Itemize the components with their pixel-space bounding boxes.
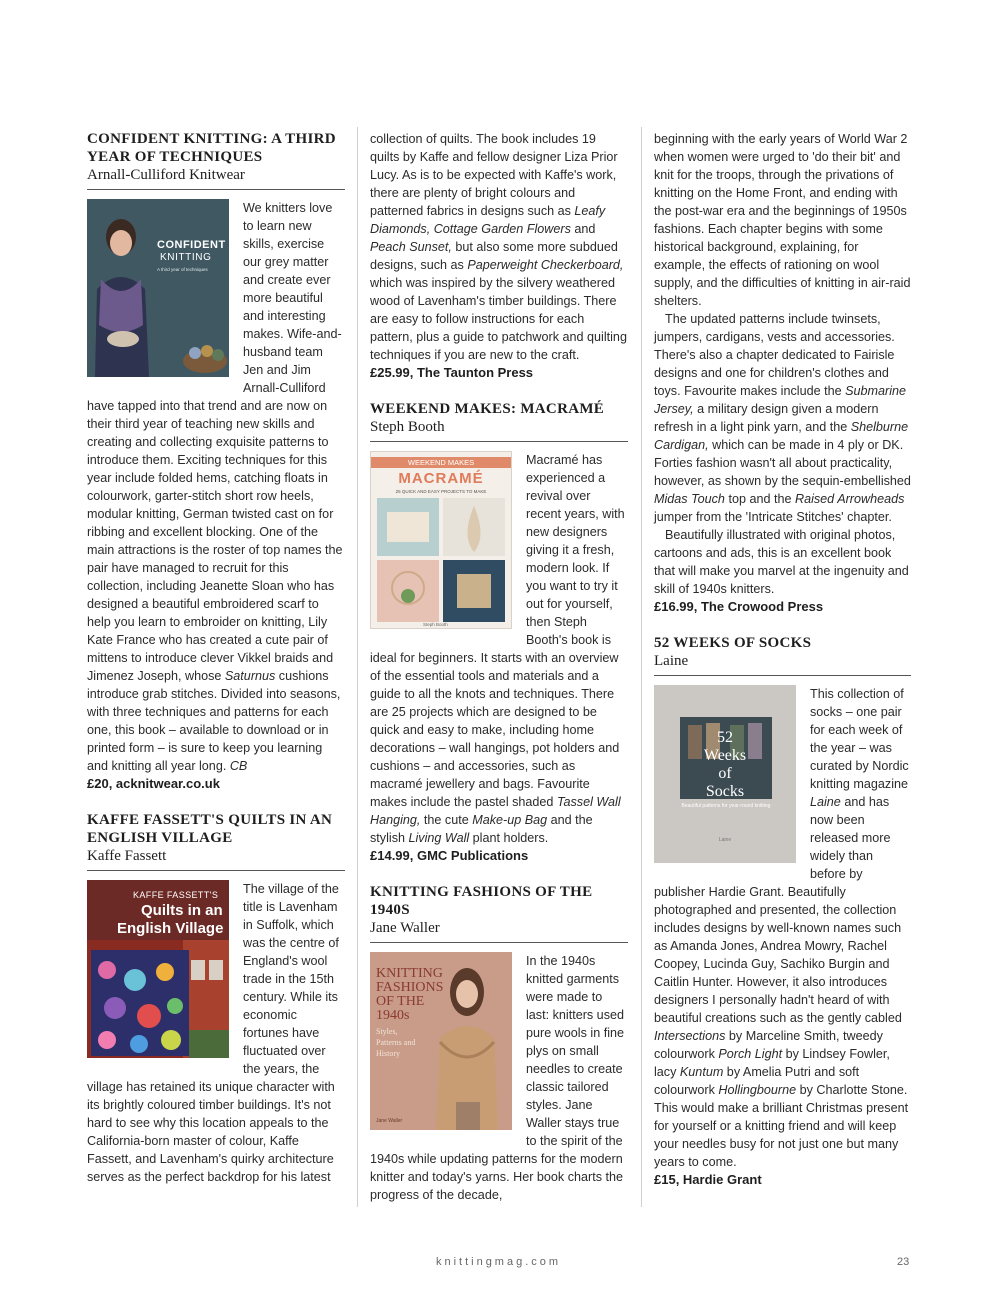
- cover-title-2: FASHIONS: [376, 980, 444, 995]
- book-cover-confident-knitting: [87, 199, 229, 377]
- pattern-name: Tassel Wall Hanging,: [370, 795, 621, 827]
- review-body: [370, 130, 628, 364]
- cover-title-1: CONFIDENT: [157, 239, 226, 251]
- cover-subtitle: Beautiful patterns for year-round knitting: [681, 803, 771, 809]
- review-author: Steph Booth: [370, 418, 628, 442]
- pattern-name: Make-up Bag: [472, 813, 548, 827]
- body-text: top and the: [724, 492, 795, 506]
- body-text: jumper from the 'Intricate Stitches' chapter.: [654, 510, 892, 524]
- cover-title-2: KNITTING: [160, 252, 212, 263]
- pattern-name: Submarine Jersey,: [654, 384, 907, 416]
- cover-word-3: of: [718, 765, 732, 782]
- cover-title: MACRAMÉ: [398, 470, 484, 487]
- cover-brand: Laine: [718, 837, 732, 843]
- review-heading: 52 WEEKS OF SOCKS: [654, 635, 812, 651]
- book-cover-quilts-english-village: [87, 880, 229, 1058]
- body-text: by Charlotte Stone. This would make a brilliant Christmas present for yourself or a knitting friend and will keep your needles busy for not just one but many years to come.: [654, 1083, 909, 1169]
- body-text: which can be made in 4 ply or DK. Forties fashion wasn't all about practicality, however, as shown by the sequin-embellished: [654, 438, 911, 488]
- review-knitting-fashions-1940s: [370, 883, 628, 1204]
- body-text: by Amelia Putri and soft colourwork: [654, 1065, 860, 1097]
- body-text: and the stylish: [370, 813, 593, 845]
- review-knitting-fashions-continued: [654, 130, 911, 616]
- review-52-weeks-of-socks: [654, 634, 911, 1189]
- pattern-name: Living Wall: [408, 831, 470, 845]
- cover-author: Jane Waller: [376, 1118, 403, 1124]
- body-text: plant holders.: [469, 831, 549, 845]
- review-heading: CONFIDENT KNITTING: A THIRD YEAR OF TECHNIQUES: [87, 131, 336, 165]
- cover-photo-grid: [371, 496, 511, 626]
- book-cover-52-weeks-of-socks: [654, 685, 796, 863]
- cover-line-3: English Village: [117, 920, 224, 937]
- review-body: The village of the title is Lavenham in Suffolk, which was the centre of England's wool trade in the 15th century. While its economic fortunes have fluctuated over the years, the village has retained its unique character with its brightly coloured timber buildings. It's not hard to see why this location appeals to the California-born master of colour, Kaffe Fassett, and Lavenham's quirky architecture serves as the perfect backdrop for his latest: [87, 882, 339, 1184]
- cover-title-3: OF THE: [376, 994, 425, 1009]
- cover-author: Steph Booth: [423, 622, 448, 627]
- cover-line-1: KAFFE FASSETT'S: [133, 890, 219, 900]
- body-text: This collection of socks – one pair for each week of the year – was curated by Nordic knitting magazine: [810, 687, 909, 791]
- column-3: [654, 130, 911, 1207]
- magazine-name: Laine: [810, 795, 841, 809]
- review-author: Laine: [654, 652, 911, 676]
- review-paragraph-1: beginning with the early years of World War 2 when women were urged to 'do their bit' and knit for the troops, through the privations of knitting on the Home Front, and ending with the post-war era and the beginnings of 1950s fashions. Each chapter begins with some historical background, explaining, for example, the effects of rationing on wool supply, and the difficulties of knitting in air-raid shelters.: [654, 132, 911, 308]
- cover-line-2: Quilts in an: [141, 902, 223, 919]
- review-price: £15, Hardie Grant: [654, 1172, 762, 1187]
- cover-subtitle: Styles, Patterns and History: [376, 1027, 416, 1058]
- pattern-name: Peach Sunset,: [370, 240, 452, 254]
- pattern-name: Saturnus: [224, 669, 276, 683]
- review-price: £14.99, GMC Publications: [370, 848, 529, 863]
- cover-subtitle: 25 QUICK AND EASY PROJECTS TO MAKE: [395, 489, 487, 494]
- body-text: which was inspired by the silvery weathered wood of Lavenham's timber buildings. There are easy to follow instructions for each pattern, plus a guide to patchwork and quilting techniques if you are new to the craft.: [370, 276, 627, 362]
- pattern-name: Intersections: [654, 1029, 726, 1043]
- review-author: Arnall-Culliford Knitwear: [87, 166, 345, 190]
- cover-photo-knitter: [87, 199, 229, 377]
- review-body: In the 1940s knitted garments were made to last: knitters used pure wools in fine plys on small needles to create classic tailored styles. Jane Waller stays true to the spirit of the 1940s while updating patterns for the modern knitter and today's yarns. Her book charts the progress of the decade,: [370, 954, 625, 1202]
- pattern-name: Raised Arrowheads: [794, 492, 905, 506]
- review-author: Kaffe Fassett: [87, 847, 345, 871]
- review-author: Jane Waller: [370, 919, 628, 943]
- reviewer-initials: CB: [229, 759, 248, 773]
- review-paragraph-3: Beautifully illustrated with original photos, cartoons and ads, this is an excellent book that will make you marvel at the ingenuity and skill of 1940s knitters.: [654, 528, 909, 596]
- pattern-name: Leafy Diamonds, Cottage Garden Flowers: [370, 204, 606, 236]
- cover-series: WEEKEND MAKES: [371, 457, 511, 468]
- review-macrame: [370, 400, 628, 865]
- cover-title-1: KNITTING: [376, 966, 443, 981]
- body-text: Macramé has experienced a revival over recent years, with new designers giving it a fresh, modern look. If you want to try it out for yourself, then Steph Booth's book is ideal for beginners. It starts with an overview of the essential tools and materials and a guide to all the knots and techniques. There are 25 projects which are designed to be quick and easy to make, including home decorations – wall hangings, pot holders and cushions – and accessories, such as macramé jewellery and bags. Favourite makes include the pastel shaded: [370, 453, 625, 809]
- review-paragraph-2: [654, 310, 911, 526]
- pattern-name: Paperweight Checkerboard,: [467, 258, 624, 272]
- body-text: collection of quilts. The book includes 19 quilts by Kaffe and fellow designer Liza Prior Lucy. As is to be expected with Kaffe's work, there are plenty of bright colours and patterned fabrics in designs such as: [370, 132, 618, 218]
- column-2: [370, 130, 628, 1222]
- cover-subtitle: A third year of techniques: [157, 267, 208, 272]
- book-cover-macrame: [370, 451, 512, 629]
- review-confident-knitting: [87, 130, 345, 793]
- pattern-name: Midas Touch: [654, 492, 725, 506]
- body-text: but also some more subdued designs, such as: [370, 240, 618, 272]
- cover-word-2: Weeks: [703, 747, 747, 764]
- body-text: The updated patterns include twinsets, jumpers, cardigans, vests and accessories. There's also a chapter dedicated to Fairisle designs and one for children's clothes and toys. Favourite makes include the: [654, 312, 895, 398]
- body-text: by Lindsey Fowler, lacy: [654, 1047, 890, 1079]
- review-price: £16.99, The Crowood Press: [654, 599, 824, 614]
- review-heading: WEEKEND MAKES: MACRAMÉ: [370, 401, 605, 417]
- pattern-name: Hollingbourne: [718, 1083, 797, 1097]
- book-cover-knitting-fashions: [370, 952, 512, 1130]
- column-divider-right: [641, 127, 642, 1207]
- body-text: a military design given a modern refresh in a light pink yarn, and the: [654, 402, 879, 434]
- review-price: £25.99, The Taunton Press: [370, 365, 534, 380]
- pattern-name: Kuntum: [679, 1065, 724, 1079]
- cover-word-4: Socks: [705, 783, 745, 800]
- pattern-name: Shelburne Cardigan,: [654, 420, 909, 452]
- pattern-name: Porch Light: [718, 1047, 783, 1061]
- body-text: and: [570, 222, 596, 236]
- cover-word-1: 52: [717, 729, 733, 746]
- body-text: and has now been released more widely than before by publisher Hardie Grant. Beautifully photographed and presented, the collection includes designs by well-known names such as Amanda Jones, Andrea Mowry, Rachel Coopey, Lucinda Guy, Sachiko Burgin and Caitlin Hunter. However, it also introduces designers I personally hadn't heard of with beautiful creations such as the gently cabled: [654, 795, 902, 1025]
- body-text: cushions introduce grab stitches. Divided into seasons, with three techniques and patterns for each one, this book – available to download or in printed form – is sure to keep you learning and knitting all year long.: [87, 669, 341, 773]
- page-number: 23: [897, 1256, 910, 1268]
- review-heading: KAFFE FASSETT'S QUILTS IN AN ENGLISH VILLAGE: [87, 812, 333, 846]
- body-text: by Marceline Smith, tweedy colourwork: [654, 1029, 883, 1061]
- review-kaffe-fassett: [87, 811, 345, 1186]
- column-divider-left: [357, 127, 358, 1207]
- review-price: £20, acknitwear.co.uk: [87, 776, 220, 791]
- body-text: We knitters love to learn new skills, exercise our grey matter and create ever more beautiful and interesting makes. Wife-and-husband team Jen and Jim Arnall-Culliford have tapped into that trend and are now on their third year of teaching new skills and creating and collecting exquisite patterns to introduce them. Exciting techniques for this year include folded hems, catching floats in colourwork, garter-stitch short row heels, modular knitting, German twisted cast on for ribbing and excellent blocking. One of the main attractions is the roster of top names the pair have managed to recruit for this collection, including Jeanette Sloan who has designed a beautiful embroidered scarf to help you learn to embroider on knitting, Lily Kate France who has created a cute pair of mittens to introduce clever Vikkel braids and Jimenez Joseph, whose: [87, 201, 343, 683]
- body-text: the cute: [420, 813, 473, 827]
- footer-site: knittingmag.com: [435, 1256, 562, 1268]
- review-kaffe-fassett-continued: [370, 130, 628, 382]
- cover-title-4: 1940s: [376, 1008, 410, 1023]
- review-heading: KNITTING FASHIONS OF THE 1940S: [370, 884, 593, 918]
- column-1: [87, 130, 345, 1204]
